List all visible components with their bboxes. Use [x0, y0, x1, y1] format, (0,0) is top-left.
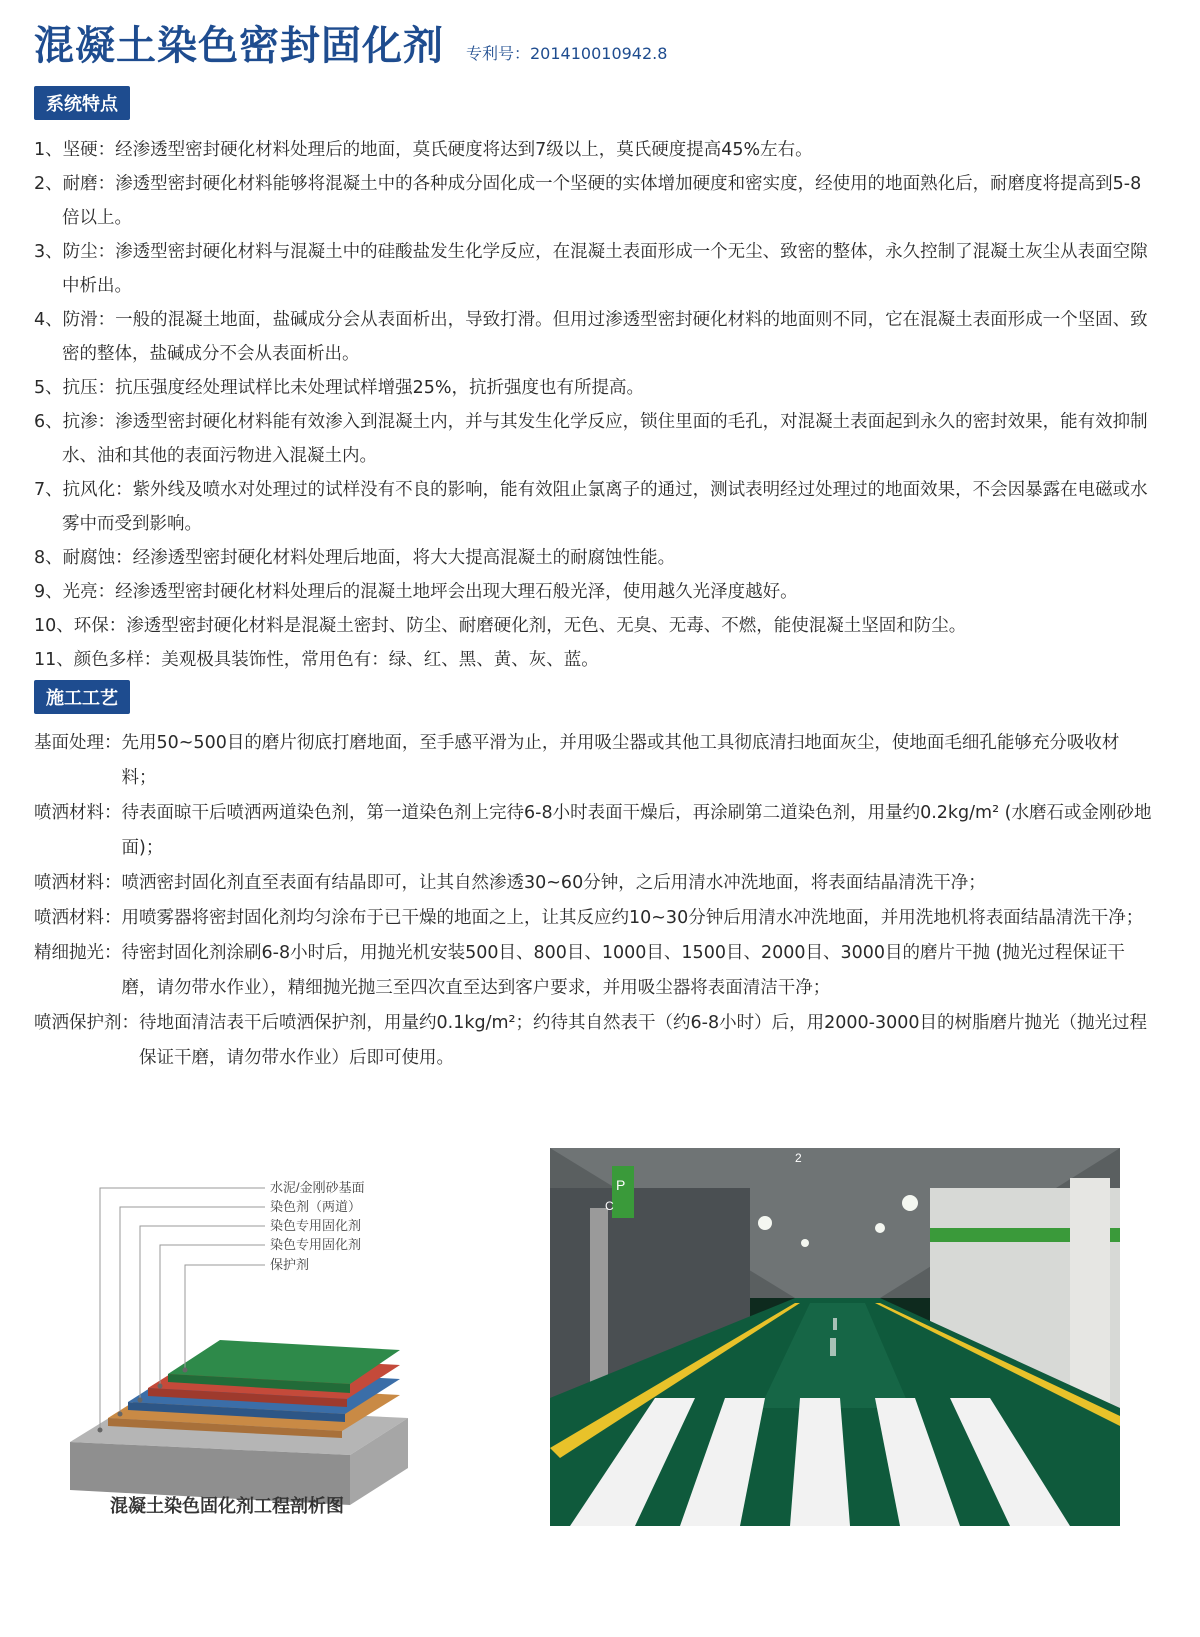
- step-text: 待密封固化剂涂刷6-8小时后，用抛光机安装500目、800目、1000目、1500目、2000目、3000目的磨片干抛 (抛光过程保证干磨，请勿带水作业），精细抛光抛三至四次直至达到客户要求，并用吸尘器将表面清洁干净；: [121, 943, 1125, 998]
- list-item: 1、坚硬：经渗透型密封硬化材料处理后的地面，莫氏硬度将达到7级以上，莫氏硬度提高45%左右。: [34, 140, 813, 160]
- list-item: 7、抗风化：紫外线及喷水对处理过的试样没有不良的影响，能有效阻止氯离子的通过，测试表明经过处理过的地面效果，不会因暴露在电磁或水雾中而受到影响。: [34, 480, 1148, 534]
- list-item: 10、环保：渗透型密封硬化材料是混凝土密封、防尘、耐磨硬化剂，无色、无臭、无毒、不燃，能使混凝土坚固和防尘。: [34, 616, 967, 636]
- list-item: 6、抗渗：渗透型密封硬化材料能有效渗入到混凝土内，并与其发生化学反应，锁住里面的毛孔，对混凝土表面起到永久的密封效果，能有效抑制水、油和其他的表面污物进入混凝土内。: [34, 412, 1148, 466]
- list-item: 2、耐磨：渗透型密封硬化材料能够将混凝土中的各种成分固化成一个坚硬的实体增加硬度和密实度，经使用的地面熟化后，耐磨度将提高到5-8倍以上。: [34, 174, 1142, 228]
- process-step: [34, 936, 1154, 1006]
- step-label: 基面处理：: [34, 733, 122, 753]
- list-item: 4、防滑：一般的混凝土地面，盐碱成分会从表面析出，导致打滑。但用过渗透型密封硬化材料的地面则不同，它在混凝土表面形成一个坚固、致密的整体，盐碱成分不会从表面析出。: [34, 310, 1148, 364]
- step-label: 喷洒材料：: [34, 873, 122, 893]
- leader-dot: [138, 1398, 143, 1403]
- step-label: 喷洒保护剂：: [34, 1013, 139, 1033]
- list-item: 11、颜色多样：美观极具装饰性，常用色有：绿、红、黑、黄、灰、蓝。: [34, 650, 599, 670]
- list-item: 3、防尘：渗透型密封硬化材料与混凝土中的硅酸盐发生化学反应，在混凝土表面形成一个无尘、致密的整体，永久控制了混凝土灰尘从表面空隙中析出。: [34, 242, 1148, 296]
- process-step: [34, 796, 1154, 866]
- step-text: 用喷雾器将密封固化剂均匀涂布于已干燥的地面之上，让其反应约10~30分钟后用清水冲洗地面，并用洗地机将表面结晶清洗干净；: [121, 908, 1144, 928]
- page-title: 混凝土染色密封固化剂: [34, 23, 444, 69]
- features-list: [34, 133, 1154, 677]
- step-text: 待表面晾干后喷洒两道染色剂，第一道染色剂上完待6-8小时表面干燥后，再涂刷第二道染色剂，用量约0.2kg/m² (水磨石或金刚砂地面)；: [121, 803, 1152, 858]
- leader-dot: [158, 1384, 163, 1389]
- photo-ceiling-light: [875, 1223, 885, 1233]
- layer-label: 染色专用固化剂: [270, 1237, 362, 1252]
- process-step: [34, 866, 1154, 901]
- process-step: [34, 901, 1154, 936]
- photo-ceiling-light: [801, 1239, 809, 1247]
- step-label: 喷洒材料：: [34, 803, 122, 823]
- step-text: 待地面清洁表干后喷洒保护剂，用量约0.1kg/m²；约待其自然表干（约6-8小时）后，用2000-3000目的树脂磨片抛光（抛光过程保证干磨，请勿带水作业）后即可使用。: [139, 1013, 1147, 1068]
- photo-sign-text: C: [605, 1199, 614, 1213]
- list-item: 8、耐腐蚀：经渗透型密封硬化材料处理后地面，将大大提高混凝土的耐腐蚀性能。: [34, 548, 676, 568]
- list-item: 9、光亮：经渗透型密封硬化材料处理后的混凝土地坪会出现大理石般光泽，使用越久光泽度越好。: [34, 582, 798, 602]
- layer-label: 染色剂（两道）: [270, 1199, 362, 1214]
- process-step: [34, 1006, 1154, 1076]
- header: [34, 14, 667, 71]
- photo-sign-text: P: [616, 1177, 626, 1193]
- layer-diagram: [60, 1150, 440, 1510]
- section-label-features: 系统特点: [34, 86, 130, 120]
- lane-marking: [833, 1318, 837, 1330]
- photo-ceiling-light: [902, 1195, 918, 1211]
- photo-sign-text: 2: [795, 1151, 802, 1165]
- diagram-caption: 混凝土染色固化剂工程剖析图: [110, 1496, 344, 1517]
- lane-marking: [830, 1338, 836, 1356]
- leader-dot: [98, 1428, 103, 1433]
- process-step: [34, 726, 1154, 796]
- process-list: [34, 726, 1154, 1076]
- step-label: 精细抛光：: [34, 943, 122, 963]
- layer-label: 水泥/金刚砂基面: [270, 1180, 365, 1195]
- step-label: 喷洒材料：: [34, 908, 122, 928]
- layer-label: 保护剂: [270, 1257, 310, 1272]
- list-item: 5、抗压：抗压强度经处理试样比未处理试样增强25%，抗折强度也有所提高。: [34, 378, 645, 398]
- section-label-process: 施工工艺: [34, 680, 130, 714]
- layer-label: 染色专用固化剂: [270, 1218, 362, 1233]
- step-text: 先用50~500目的磨片彻底打磨地面，至手感平滑为止，并用吸尘器或其他工具彻底清扫地面灰尘，使地面毛细孔能够充分吸收材料；: [121, 733, 1120, 788]
- garage-photo: [550, 1148, 1120, 1526]
- step-text: 喷洒密封固化剂直至表面有结晶即可，让其自然渗透30~60分钟，之后用清水冲洗地面，将表面结晶清洗干净；: [121, 873, 986, 893]
- leader-dot: [183, 1368, 188, 1373]
- crosswalk-stripe: [790, 1398, 850, 1526]
- photo-ceiling-light: [758, 1216, 772, 1230]
- patent-number: 专利号：201410010942.8: [466, 44, 668, 63]
- leader-dot: [118, 1412, 123, 1417]
